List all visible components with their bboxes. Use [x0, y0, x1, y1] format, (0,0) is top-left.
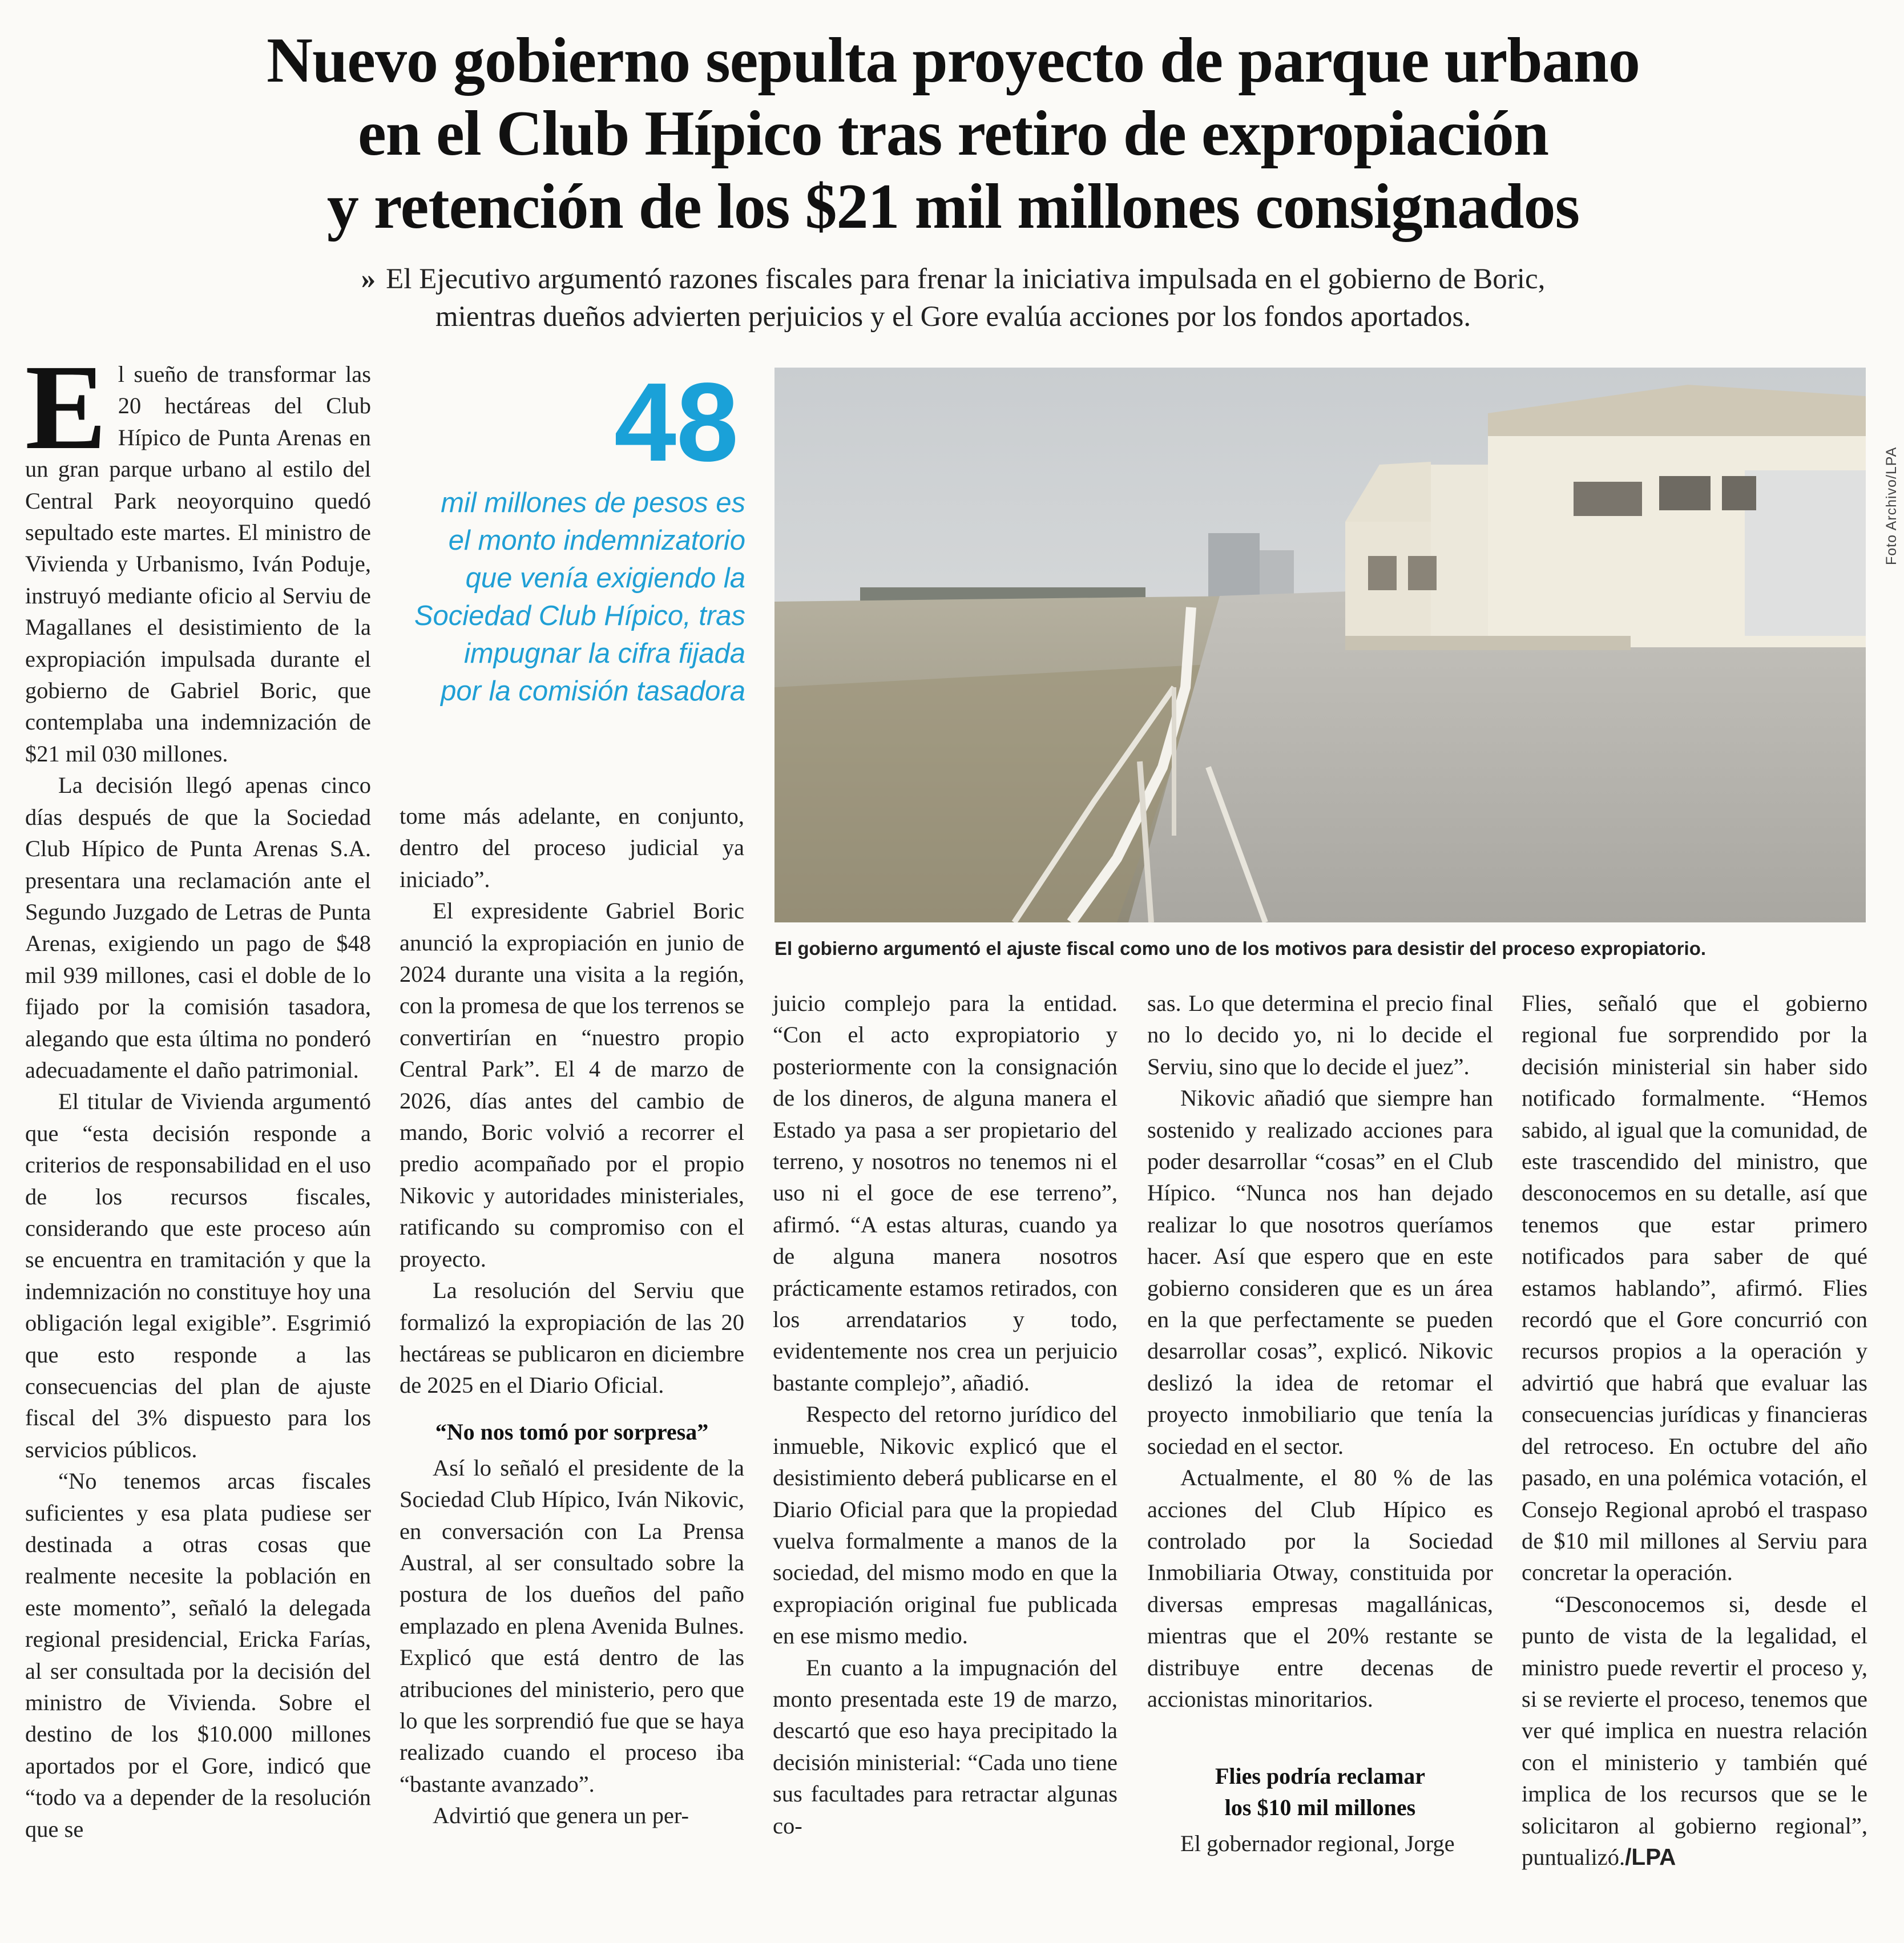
- paragraph: El gobernador regional, Jorge: [1180, 1831, 1455, 1857]
- paragraph: tome más adelante, en conjunto, dentro del proceso judicial ya iniciado”.: [400, 803, 744, 892]
- deck-line-1: El Ejecutivo argumentó razones fiscales para frenar la iniciativa impulsada en el gobierno de Boric,: [386, 263, 1546, 295]
- pull-quote-line: por la comisión tasadora: [441, 676, 745, 707]
- pull-quote-number: 48: [614, 360, 739, 485]
- pull-quote-line: el monto indemnizatorio: [448, 525, 745, 556]
- headline-line-3: y retención de los $21 mil millones consignados: [326, 171, 1580, 242]
- paragraph: Respecto del retorno jurídico del inmueble, Nikovic explicó que el desistimiento deberá publicarse en el Diario Oficial para que la propiedad vuelva formalmente a manos de la sociedad, del mismo modo en que la expropiación original fue publicada en ese mismo medio.: [773, 1401, 1118, 1649]
- pull-quote-line: mil millones de pesos es: [441, 487, 745, 518]
- pull-quote-line: que venía exigiendo la: [465, 563, 745, 594]
- paragraph: El titular de Vivienda argumentó que “esta decisión responde a criterios de responsabilidad en el uso de los recursos fiscales, considerando que este proceso aún se encuentra en tramitación y que la indemnización no constituye hoy una obligación legal exigible”. Esgrimió que esto responde a las consecuencias del plan de ajuste fiscal del 3% dispuesto para los servicios públicos.: [25, 1089, 371, 1462]
- paragraph: “No tenemos arcas fiscales suficientes y esa plata pudiese ser destinada a otras cosas que realmente necesite la población en este momento”, señaló la delegada regional presidencial, Ericka Farías, al ser consultada por la decisión del ministro de Vivienda. Sobre el destino de los $10.000 millones aportados por el Gore, indicó que “todo va a depender de la resolución que se: [25, 1468, 371, 1842]
- paragraph: juicio complejo para la entidad. “Con el acto expropiatorio y posteriormente con la consignación de los dineros, de alguna manera el Estado ya pasa a ser propietario del terreno, y nosotros no tenemos ni el uso ni el goce de ese terreno”, afirmó. “A estas alturas, cuando ya de alguna manera nosotros prácticamente estamos retirados, con los arrendatarios y todo, evidentemente nos crea un perjuicio bastante complejo”, añadió.: [773, 990, 1118, 1396]
- article-column-1: [25, 340, 371, 1845]
- deck: [205, 260, 1701, 336]
- photo-caption: El gobierno argumentó el ajuste fiscal como uno de los motivos para desistir del proceso expropiatorio.: [774, 938, 1707, 959]
- pull-quote: [400, 360, 745, 710]
- pull-quote-line: impugnar la cifra fijada: [464, 638, 745, 669]
- paragraph: Flies, señaló que el gobierno regional fue sorprendido por la decisión ministerial sin haber sido notificado formalmente. “Hemos sabido, al igual que la comunidad, de este trascendido del ministro, que desconocemos en su detalle, así que tenemos que estar primero notificados para saber de qué estamos hablando”, afirmó. Flies recordó que el Gore concurrió con recursos propios a la operación y advirtió que habrá que evaluar las consecuencias jurídicas y financieras del retroceso. En octubre del año pasado, en una polémica votación, el Consejo Regional aprobó el traspaso de $10 mil millones al Serviu para concretar la operación.: [1522, 990, 1867, 1586]
- subheading-flies: [1147, 1760, 1493, 1823]
- article-column-2: [400, 800, 744, 1832]
- article-column-5: [1522, 987, 1867, 1873]
- paragraph: En cuanto a la impugnación del monto presentada este 19 de marzo, descartó que eso haya precipitado la decisión ministerial: “Cada uno tiene sus facultades para retractar algunas co-: [773, 1654, 1118, 1839]
- paragraph: La decisión llegó apenas cinco días después de que la Sociedad Club Hípico de Punta Arenas S.A. presentara una reclamación ante el Segundo Juzgado de Letras de Punta Arenas, exigiendo un pago de $48 mil 939 millones, casi el doble de lo fijado por la comisión tasadora, alegando que esta última no ponderó adecuadamente el daño patrimonial.: [25, 772, 371, 1083]
- headline-line-2: en el Club Hípico tras retiro de expropiación: [357, 98, 1549, 169]
- lead-paragraph-text: l sueño de transformar las 20 hectáreas del Club Hípico de Punta Arenas en un gran parque urbano al estilo del Central Park neoyorquino quedó sepultado este martes. El ministro de Vivienda y Urbanismo, Iván Poduje, instruyó mediante oficio al Serviu de Magallanes el desistimiento de la expropiación impulsada durante el gobierno de Gabriel Boric, que contemplaba una indemnización de $21 mil 030 millones.: [25, 361, 371, 767]
- article-column-4: [1147, 987, 1493, 1860]
- paragraph: La resolución del Serviu que formalizó la expropiación de las 20 hectáreas se publicaron en diciembre de 2025 en el Diario Oficial.: [400, 1277, 744, 1398]
- pull-quote-text: [400, 484, 745, 710]
- paragraph: sas. Lo que determina el precio final no lo decido yo, ni lo decide el Serviu, sino que lo decide el juez”.: [1147, 990, 1493, 1079]
- paragraph: Advirtió que genera un per-: [433, 1803, 689, 1829]
- lead-paragraph: [25, 340, 371, 769]
- paragraph: Nikovic añadió que siempre han sostenido y realizado acciones para poder desarrollar “cosas” en el Club Hípico. “Nunca nos han dejado realizar lo que nosotros queríamos hacer. Así que espero que en este gobierno consideren que es un área en la que perfectamente se pueden desarrollar cosas”, explicó. Nikovic deslizó la idea de retomar el proyecto inmobiliario que tenía la sociedad en el sector.: [1147, 1085, 1493, 1459]
- signature: /LPA: [1625, 1843, 1676, 1870]
- club-hipico-photo: [774, 368, 1866, 922]
- photo-credit: Foto Archivo/LPA: [1883, 446, 1899, 565]
- paragraph: El expresidente Gabriel Boric anunció la expropiación en junio de 2024 durante una visita a la región, con la promesa de que los terrenos se convertirían en “nuestro propio Central Park”. El 4 de marzo de 2026, días antes del cambio de mando, Boric volvió a recorrer el predio acompañado por el propio Nikovic y autoridades ministeriales, ratificando su compromiso con el proyecto.: [400, 898, 744, 1272]
- paragraph: Actualmente, el 80 % de las acciones del Club Hípico es controlado por la Sociedad Inmobiliaria Otway, constituida por diversas empresas magallánicas, mientras que el 20% restante se distribuye entre decenas de accionistas minoritarios.: [1147, 1465, 1493, 1712]
- headline: [137, 24, 1769, 243]
- paragraph: [1522, 1589, 1867, 1873]
- paragraph-text: “Desconocemos si, desde el punto de vista de la legalidad, el ministro puede revertir el proceso y, si se revierte el proceso, tenemos que ver qué implica en nuestra relación con el ministerio y también qué implica de los recursos que se le solicitaron al gobierno regional”, puntualizó.: [1522, 1591, 1867, 1870]
- subheading-no-sorpresa: “No nos tomó por sorpresa”: [435, 1418, 709, 1445]
- deck-arrow-icon: »: [361, 263, 376, 295]
- article-column-3: [773, 987, 1118, 1841]
- subheading-flies-line-1: Flies podría reclamar: [1215, 1763, 1426, 1789]
- paragraph: Así lo señaló el presidente de la Sociedad Club Hípico, Iván Nikovic, en conversación con La Prensa Austral, al ser consultado sobre la postura de los dueños del paño emplazado en plena Avenida Bulnes. Explicó que está dentro de las atribuciones del ministerio, pero que lo que les sorprendió fue que se haya realizado cuando el proceso iba “bastante avanzado”.: [400, 1454, 744, 1797]
- drop-cap: E: [25, 340, 107, 475]
- headline-line-1: Nuevo gobierno sepulta proyecto de parque urbano: [267, 25, 1640, 96]
- subheading-flies-line-2: los $10 mil millones: [1224, 1795, 1416, 1821]
- deck-line-2: mientras dueños advierten perjuicios y el Gore evalúa acciones por los fondos aportados.: [435, 301, 1471, 333]
- pull-quote-line: Sociedad Club Hípico, tras: [414, 600, 745, 631]
